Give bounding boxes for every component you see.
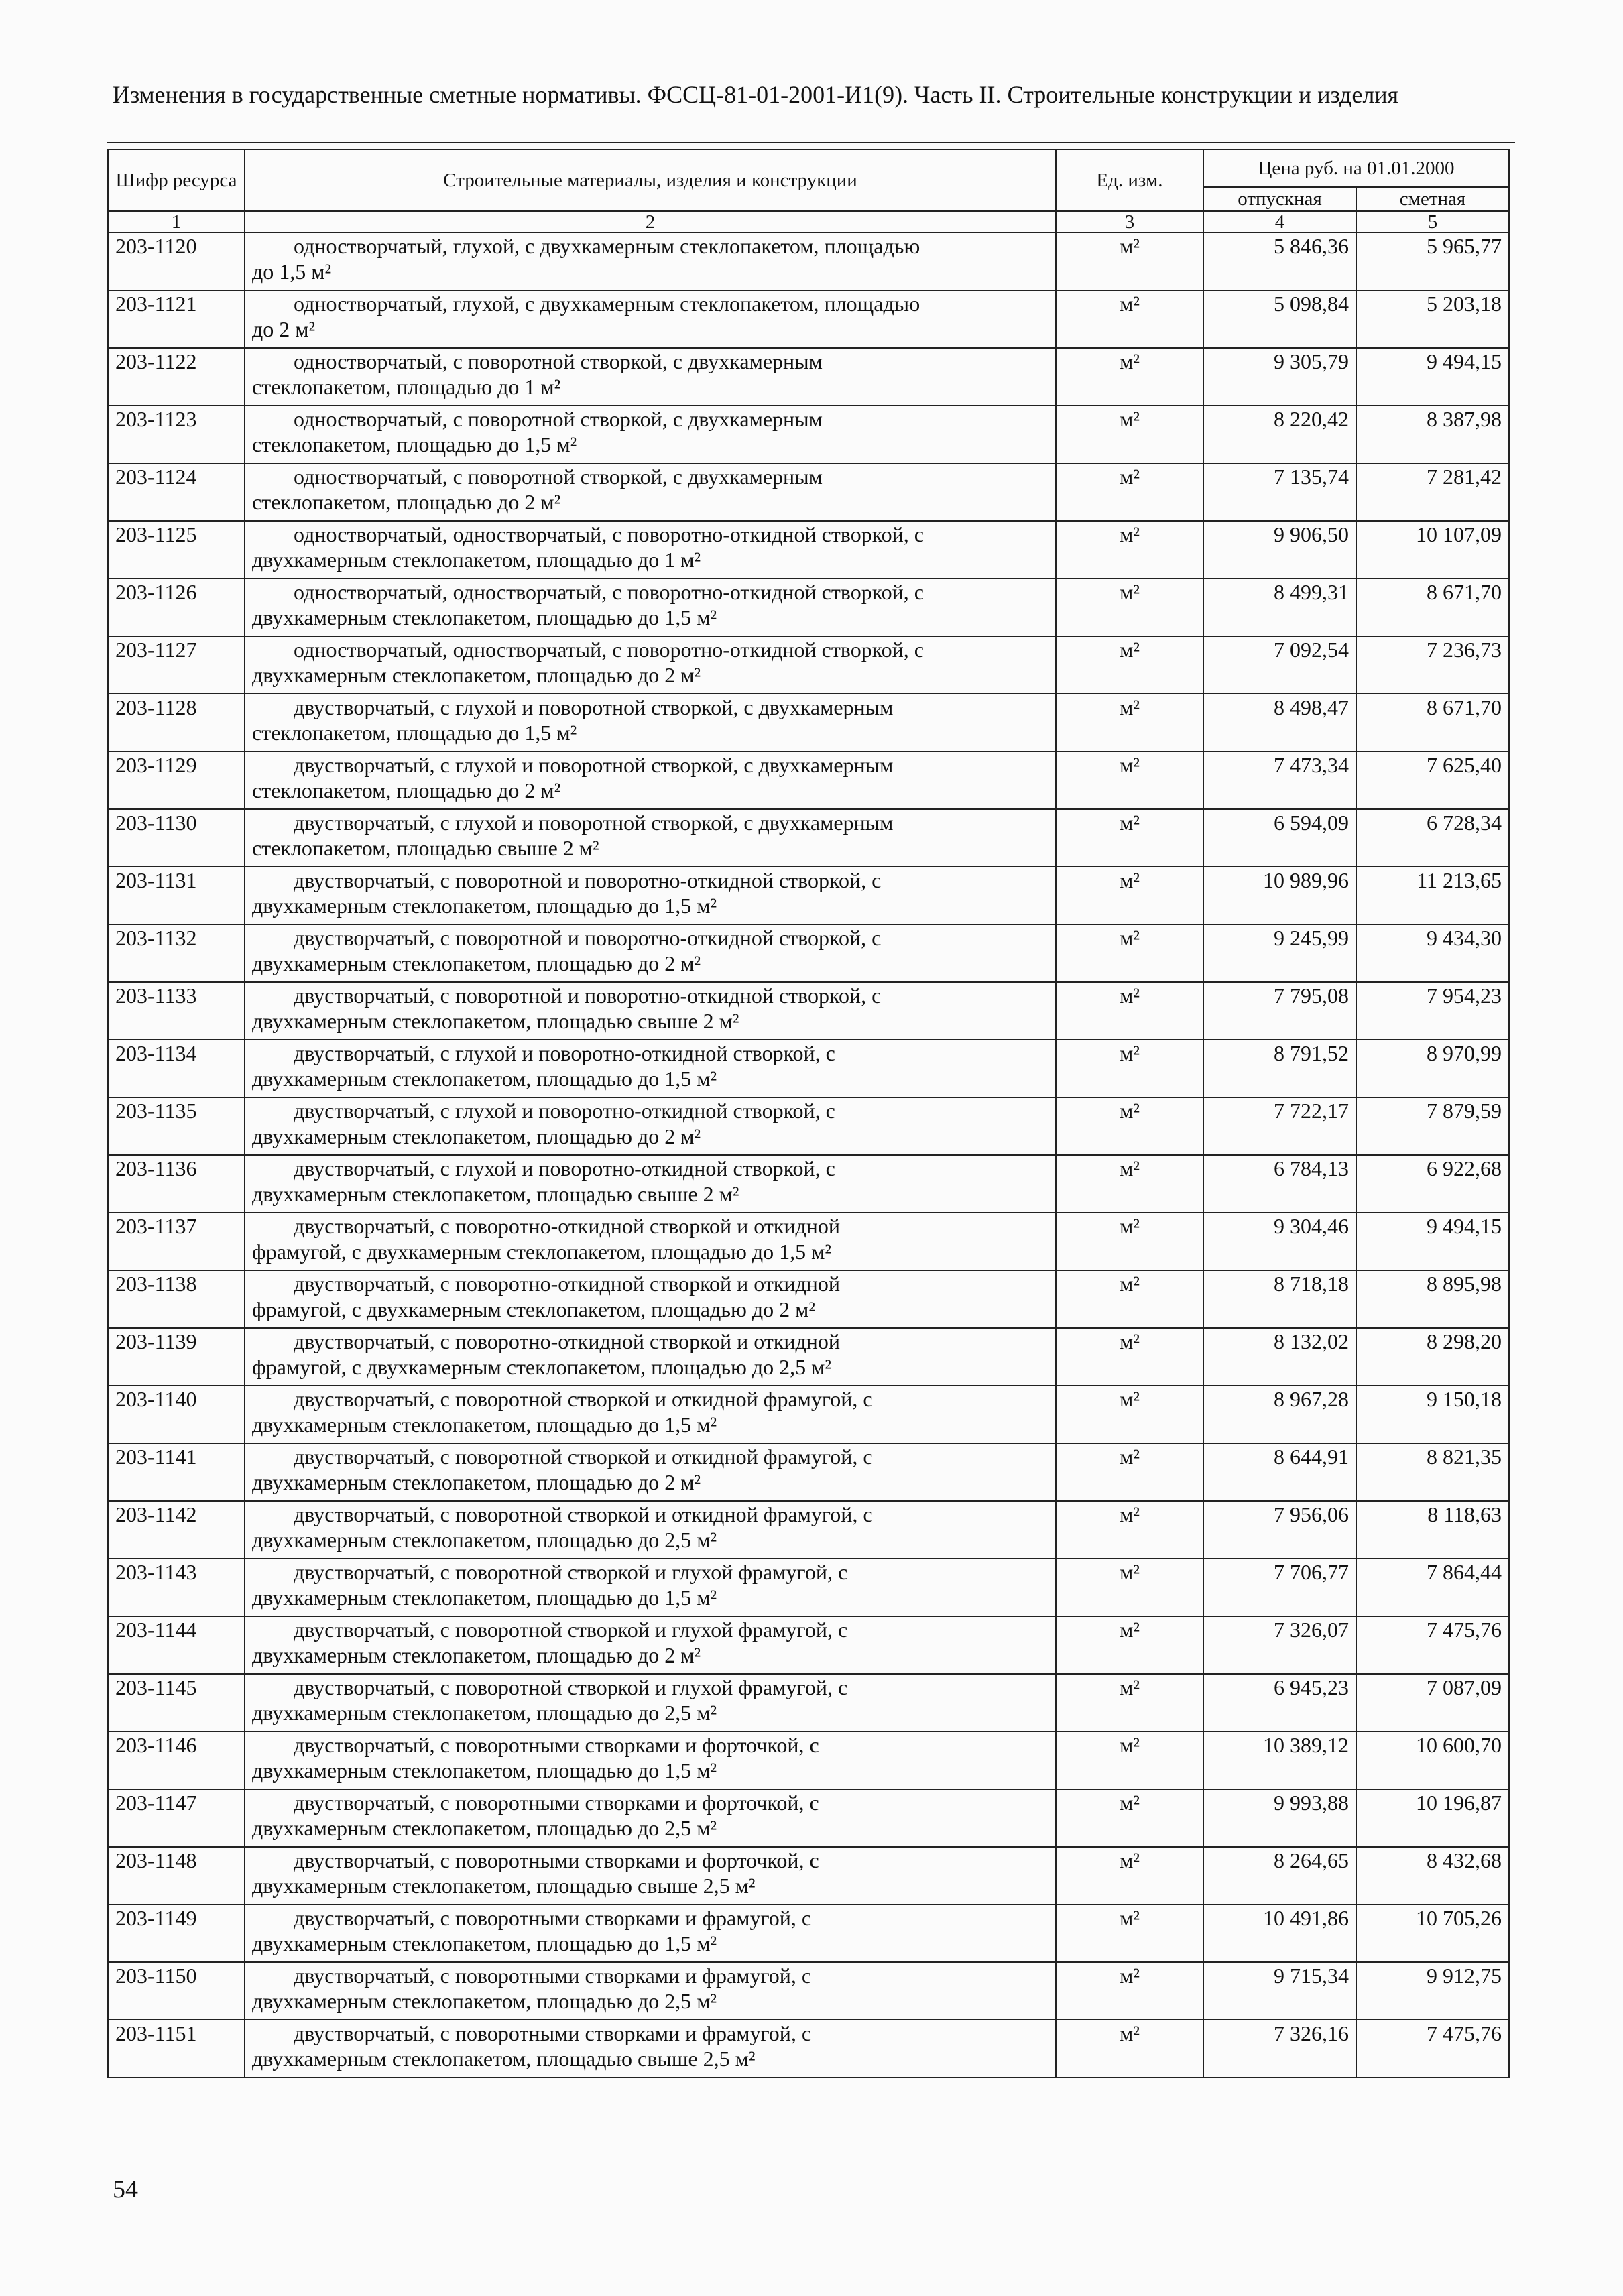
table-row — [108, 1789, 1509, 1847]
description-line-1: двустворчатый, с поворотными створками и форточкой, с — [294, 1733, 819, 1757]
unit-cell: м² — [1056, 924, 1203, 982]
description-line-1: двустворчатый, с поворотно-откидной створкой и откидной — [294, 1272, 840, 1296]
release-price-cell: 8 220,42 — [1203, 406, 1356, 463]
estimate-price-cell: 10 196,87 — [1356, 1789, 1509, 1847]
description-line-2: двухкамерным стеклопакетом, площадью свыше 2 м² — [252, 1009, 739, 1033]
table-row — [108, 809, 1509, 867]
item-description — [245, 1559, 1056, 1616]
unit-cell: м² — [1056, 233, 1203, 290]
description-line-2: двухкамерным стеклопакетом, площадью до 1,5 м² — [252, 605, 717, 629]
item-description — [245, 1386, 1056, 1443]
resource-code: 203-1147 — [108, 1789, 245, 1847]
estimate-price-cell: 8 387,98 — [1356, 406, 1509, 463]
description-line-1: двустворчатый, с поворотно-откидной створкой и откидной — [294, 1214, 840, 1238]
estimate-price-cell: 8 432,68 — [1356, 1847, 1509, 1905]
release-price-cell: 6 594,09 — [1203, 809, 1356, 867]
unit-cell: м² — [1056, 521, 1203, 579]
table-row — [108, 233, 1509, 290]
unit-cell: м² — [1056, 751, 1203, 809]
release-price-cell: 7 092,54 — [1203, 636, 1356, 694]
table-row — [108, 636, 1509, 694]
release-price-cell: 7 473,34 — [1203, 751, 1356, 809]
resource-code: 203-1143 — [108, 1559, 245, 1616]
estimate-price-cell: 9 150,18 — [1356, 1386, 1509, 1443]
estimate-price-cell: 7 087,09 — [1356, 1674, 1509, 1732]
item-description — [245, 636, 1056, 694]
release-price-cell: 8 967,28 — [1203, 1386, 1356, 1443]
item-description — [245, 924, 1056, 982]
description-line-2: двухкамерным стеклопакетом, площадью до 1,5 м² — [252, 1931, 717, 1955]
description-line-1: двустворчатый, с поворотной створкой и откидной фрамугой, с — [294, 1502, 873, 1526]
release-price-cell: 5 846,36 — [1203, 233, 1356, 290]
description-line-1: одностворчатый, с поворотной створкой, с двухкамерным — [294, 465, 823, 489]
item-description — [245, 1328, 1056, 1386]
description-line-2: двухкамерным стеклопакетом, площадью до 2 м² — [252, 663, 701, 687]
unit-cell: м² — [1056, 982, 1203, 1040]
description-line-1: двустворчатый, с поворотной створкой и глухой фрамугой, с — [294, 1675, 848, 1699]
description-line-1: двустворчатый, с поворотной и поворотно-откидной створкой, с — [294, 926, 882, 950]
description-line-1: двустворчатый, с глухой и поворотной створкой, с двухкамерным — [294, 810, 894, 835]
release-price-cell: 9 305,79 — [1203, 348, 1356, 406]
description-line-2: двухкамерным стеклопакетом, площадью до 1,5 м² — [252, 894, 717, 918]
description-line-1: одностворчатый, с поворотной створкой, с двухкамерным — [294, 407, 823, 431]
description-line-2: стеклопакетом, площадью до 2 м² — [252, 778, 561, 802]
item-description — [245, 406, 1056, 463]
description-line-1: одностворчатый, одностворчатый, с поворотно-откидной створкой, с — [294, 580, 924, 604]
unit-cell: м² — [1056, 1155, 1203, 1213]
description-line-1: одностворчатый, глухой, с двухкамерным стеклопакетом, площадью — [294, 234, 920, 258]
estimate-price-cell: 9 494,15 — [1356, 1213, 1509, 1270]
release-price-cell: 8 264,65 — [1203, 1847, 1356, 1905]
unit-cell: м² — [1056, 1097, 1203, 1155]
header-divider — [107, 142, 1515, 143]
unit-cell: м² — [1056, 1616, 1203, 1674]
release-price-cell: 7 135,74 — [1203, 463, 1356, 521]
description-line-1: двустворчатый, с глухой и поворотной створкой, с двухкамерным — [294, 753, 894, 777]
estimate-price-cell: 7 954,23 — [1356, 982, 1509, 1040]
estimate-price-cell: 10 600,70 — [1356, 1732, 1509, 1789]
estimate-price-cell: 8 821,35 — [1356, 1443, 1509, 1501]
unit-cell: м² — [1056, 290, 1203, 348]
table-row — [108, 406, 1509, 463]
table-row — [108, 982, 1509, 1040]
resource-code: 203-1145 — [108, 1674, 245, 1732]
item-description — [245, 809, 1056, 867]
unit-cell: м² — [1056, 1962, 1203, 2020]
description-line-2: двухкамерным стеклопакетом, площадью свыше 2,5 м² — [252, 2047, 756, 2071]
unit-cell: м² — [1056, 1789, 1203, 1847]
description-line-2: двухкамерным стеклопакетом, площадью до 2,5 м² — [252, 1816, 717, 1840]
price-table — [107, 149, 1510, 2078]
description-line-2: стеклопакетом, площадью до 1 м² — [252, 375, 561, 399]
release-price-cell: 7 706,77 — [1203, 1559, 1356, 1616]
item-description — [245, 751, 1056, 809]
col-header-description: Строительные материалы, изделия и конструкции — [245, 149, 1056, 211]
table-row — [108, 1328, 1509, 1386]
resource-code: 203-1128 — [108, 694, 245, 751]
release-price-cell: 9 304,46 — [1203, 1213, 1356, 1270]
table-row — [108, 1674, 1509, 1732]
table-row — [108, 1962, 1509, 2020]
estimate-price-cell: 10 705,26 — [1356, 1905, 1509, 1962]
page-number: 54 — [113, 2175, 138, 2203]
description-line-2: двухкамерным стеклопакетом, площадью до 1,5 м² — [252, 1067, 717, 1091]
col-number-3: 3 — [1056, 211, 1203, 233]
item-description — [245, 1270, 1056, 1328]
page-header-title: Изменения в государственные сметные нормативы. ФССЦ-81-01-2001-И1(9). Часть II. Строительные конструкции и изделия — [113, 81, 1399, 108]
release-price-cell: 10 989,96 — [1203, 867, 1356, 924]
table-row — [108, 579, 1509, 636]
col-header-release-price: отпускная — [1203, 187, 1356, 211]
description-line-1: двустворчатый, с поворотными створками и фрамугой, с — [294, 2021, 812, 2045]
release-price-cell: 7 722,17 — [1203, 1097, 1356, 1155]
item-description — [245, 1443, 1056, 1501]
description-line-2: стеклопакетом, площадью до 1,5 м² — [252, 432, 577, 457]
resource-code: 203-1141 — [108, 1443, 245, 1501]
estimate-price-cell: 6 922,68 — [1356, 1155, 1509, 1213]
description-line-1: двустворчатый, с поворотной створкой и глухой фрамугой, с — [294, 1618, 848, 1642]
description-line-1: одностворчатый, глухой, с двухкамерным стеклопакетом, площадью — [294, 292, 920, 316]
description-line-2: двухкамерным стеклопакетом, площадью до 1 м² — [252, 548, 701, 572]
estimate-price-cell: 8 671,70 — [1356, 579, 1509, 636]
table-row — [108, 1213, 1509, 1270]
resource-code: 203-1134 — [108, 1040, 245, 1097]
estimate-price-cell: 8 970,99 — [1356, 1040, 1509, 1097]
table-row — [108, 924, 1509, 982]
estimate-price-cell: 8 671,70 — [1356, 694, 1509, 751]
release-price-cell: 5 098,84 — [1203, 290, 1356, 348]
description-line-1: двустворчатый, с поворотной и поворотно-откидной створкой, с — [294, 983, 882, 1008]
release-price-cell: 9 993,88 — [1203, 1789, 1356, 1847]
release-price-cell: 6 784,13 — [1203, 1155, 1356, 1213]
col-number-2: 2 — [245, 211, 1056, 233]
resource-code: 203-1131 — [108, 867, 245, 924]
estimate-price-cell: 5 965,77 — [1356, 233, 1509, 290]
resource-code: 203-1150 — [108, 1962, 245, 2020]
estimate-price-cell: 11 213,65 — [1356, 867, 1509, 924]
estimate-price-cell: 9 494,15 — [1356, 348, 1509, 406]
description-line-2: стеклопакетом, площадью до 2 м² — [252, 490, 561, 514]
description-line-2: до 1,5 м² — [252, 259, 332, 284]
item-description — [245, 1905, 1056, 1962]
estimate-price-cell: 7 236,73 — [1356, 636, 1509, 694]
description-line-1: двустворчатый, с глухой и поворотно-откидной створкой, с — [294, 1156, 835, 1181]
unit-cell: м² — [1056, 1847, 1203, 1905]
resource-code: 203-1137 — [108, 1213, 245, 1270]
col-number-4: 4 — [1203, 211, 1356, 233]
item-description — [245, 1962, 1056, 2020]
col-header-price: Цена руб. на 01.01.2000 — [1203, 149, 1509, 187]
description-line-1: одностворчатый, одностворчатый, с поворотно-откидной створкой, с — [294, 522, 924, 546]
table-row — [108, 521, 1509, 579]
resource-code: 203-1135 — [108, 1097, 245, 1155]
unit-cell: м² — [1056, 348, 1203, 406]
release-price-cell: 9 906,50 — [1203, 521, 1356, 579]
description-line-2: двухкамерным стеклопакетом, площадью до 1,5 м² — [252, 1585, 717, 1610]
release-price-cell: 7 326,07 — [1203, 1616, 1356, 1674]
release-price-cell: 9 245,99 — [1203, 924, 1356, 982]
unit-cell: м² — [1056, 1559, 1203, 1616]
description-line-1: двустворчатый, с глухой и поворотно-откидной створкой, с — [294, 1041, 835, 1065]
item-description — [245, 1847, 1056, 1905]
item-description — [245, 1616, 1056, 1674]
item-description — [245, 1732, 1056, 1789]
release-price-cell: 8 499,31 — [1203, 579, 1356, 636]
item-description — [245, 463, 1056, 521]
resource-code: 203-1130 — [108, 809, 245, 867]
release-price-cell: 8 718,18 — [1203, 1270, 1356, 1328]
table-row — [108, 1386, 1509, 1443]
resource-code: 203-1122 — [108, 348, 245, 406]
unit-cell: м² — [1056, 1443, 1203, 1501]
resource-code: 203-1144 — [108, 1616, 245, 1674]
description-line-2: двухкамерным стеклопакетом, площадью до 2,5 м² — [252, 1989, 717, 2013]
unit-cell: м² — [1056, 1328, 1203, 1386]
description-line-1: одностворчатый, одностворчатый, с поворотно-откидной створкой, с — [294, 638, 924, 662]
release-price-cell: 7 956,06 — [1203, 1501, 1356, 1559]
estimate-price-cell: 8 118,63 — [1356, 1501, 1509, 1559]
description-line-1: двустворчатый, с глухой и поворотно-откидной створкой, с — [294, 1099, 835, 1123]
estimate-price-cell: 8 895,98 — [1356, 1270, 1509, 1328]
resource-code: 203-1148 — [108, 1847, 245, 1905]
resource-code: 203-1124 — [108, 463, 245, 521]
col-header-code: Шифр ресурса — [108, 149, 245, 211]
unit-cell: м² — [1056, 579, 1203, 636]
description-line-2: двухкамерным стеклопакетом, площадью до 2,5 м² — [252, 1528, 717, 1552]
table-row — [108, 463, 1509, 521]
table-row — [108, 1443, 1509, 1501]
estimate-price-cell: 7 281,42 — [1356, 463, 1509, 521]
table-row — [108, 290, 1509, 348]
resource-code: 203-1132 — [108, 924, 245, 982]
description-line-2: фрамугой, с двухкамерным стеклопакетом, площадью до 2,5 м² — [252, 1355, 831, 1379]
unit-cell: м² — [1056, 1905, 1203, 1962]
item-description — [245, 1789, 1056, 1847]
estimate-price-cell: 7 475,76 — [1356, 1616, 1509, 1674]
estimate-price-cell: 9 434,30 — [1356, 924, 1509, 982]
description-line-2: стеклопакетом, площадью до 1,5 м² — [252, 721, 577, 745]
resource-code: 203-1123 — [108, 406, 245, 463]
table-row — [108, 1732, 1509, 1789]
description-line-2: двухкамерным стеклопакетом, площадью свыше 2 м² — [252, 1182, 739, 1206]
unit-cell: м² — [1056, 636, 1203, 694]
description-line-2: фрамугой, с двухкамерным стеклопакетом, площадью до 1,5 м² — [252, 1240, 831, 1264]
release-price-cell: 8 644,91 — [1203, 1443, 1356, 1501]
description-line-2: двухкамерным стеклопакетом, площадью до 2 м² — [252, 1643, 701, 1667]
resource-code: 203-1146 — [108, 1732, 245, 1789]
description-line-2: фрамугой, с двухкамерным стеклопакетом, площадью до 2 м² — [252, 1297, 815, 1321]
estimate-price-cell: 7 475,76 — [1356, 2020, 1509, 2077]
resource-code: 203-1133 — [108, 982, 245, 1040]
item-description — [245, 2020, 1056, 2077]
description-line-2: двухкамерным стеклопакетом, площадью до 1,5 м² — [252, 1758, 717, 1783]
description-line-1: двустворчатый, с глухой и поворотной створкой, с двухкамерным — [294, 695, 894, 719]
table-row — [108, 348, 1509, 406]
description-line-2: двухкамерным стеклопакетом, площадью свыше 2,5 м² — [252, 1874, 756, 1898]
table-row — [108, 1905, 1509, 1962]
release-price-cell: 7 326,16 — [1203, 2020, 1356, 2077]
resource-code: 203-1125 — [108, 521, 245, 579]
item-description — [245, 1097, 1056, 1155]
table-row — [108, 1097, 1509, 1155]
unit-cell: м² — [1056, 1386, 1203, 1443]
resource-code: 203-1121 — [108, 290, 245, 348]
description-line-1: двустворчатый, с поворотными створками и форточкой, с — [294, 1848, 819, 1872]
unit-cell: м² — [1056, 406, 1203, 463]
estimate-price-cell: 9 912,75 — [1356, 1962, 1509, 2020]
description-line-2: до 2 м² — [252, 317, 316, 341]
item-description — [245, 233, 1056, 290]
description-line-1: двустворчатый, с поворотными створками и фрамугой, с — [294, 1906, 812, 1930]
unit-cell: м² — [1056, 1270, 1203, 1328]
unit-cell: м² — [1056, 2020, 1203, 2077]
description-line-1: двустворчатый, с поворотной створкой и откидной фрамугой, с — [294, 1445, 873, 1469]
resource-code: 203-1136 — [108, 1155, 245, 1213]
resource-code: 203-1126 — [108, 579, 245, 636]
estimate-price-cell: 8 298,20 — [1356, 1328, 1509, 1386]
resource-code: 203-1139 — [108, 1328, 245, 1386]
description-line-2: стеклопакетом, площадью свыше 2 м² — [252, 836, 599, 860]
item-description — [245, 579, 1056, 636]
item-description — [245, 290, 1056, 348]
table-row — [108, 1616, 1509, 1674]
item-description — [245, 348, 1056, 406]
resource-code: 203-1140 — [108, 1386, 245, 1443]
unit-cell: м² — [1056, 694, 1203, 751]
description-line-1: двустворчатый, с поворотной створкой и откидной фрамугой, с — [294, 1387, 873, 1411]
release-price-cell: 6 945,23 — [1203, 1674, 1356, 1732]
col-number-1: 1 — [108, 211, 245, 233]
description-line-2: двухкамерным стеклопакетом, площадью до 2,5 м² — [252, 1701, 717, 1725]
estimate-price-cell: 7 625,40 — [1356, 751, 1509, 809]
release-price-cell: 8 132,02 — [1203, 1328, 1356, 1386]
unit-cell: м² — [1056, 809, 1203, 867]
col-number-5: 5 — [1356, 211, 1509, 233]
estimate-price-cell: 7 864,44 — [1356, 1559, 1509, 1616]
resource-code: 203-1127 — [108, 636, 245, 694]
table-row — [108, 1040, 1509, 1097]
description-line-1: двустворчатый, с поворотными створками и форточкой, с — [294, 1791, 819, 1815]
table-row — [108, 1270, 1509, 1328]
item-description — [245, 1674, 1056, 1732]
resource-code: 203-1129 — [108, 751, 245, 809]
table-row — [108, 867, 1509, 924]
item-description — [245, 1501, 1056, 1559]
resource-code: 203-1138 — [108, 1270, 245, 1328]
estimate-price-cell: 10 107,09 — [1356, 521, 1509, 579]
item-description — [245, 867, 1056, 924]
description-line-2: двухкамерным стеклопакетом, площадью до 1,5 м² — [252, 1412, 717, 1437]
col-header-unit: Ед. изм. — [1056, 149, 1203, 211]
resource-code: 203-1149 — [108, 1905, 245, 1962]
description-line-1: двустворчатый, с поворотно-откидной створкой и откидной — [294, 1329, 840, 1353]
release-price-cell: 10 389,12 — [1203, 1732, 1356, 1789]
unit-cell: м² — [1056, 1732, 1203, 1789]
resource-code: 203-1151 — [108, 2020, 245, 2077]
table-row — [108, 1559, 1509, 1616]
col-header-estimate-price: сметная — [1356, 187, 1509, 211]
description-line-2: двухкамерным стеклопакетом, площадью до 2 м² — [252, 951, 701, 975]
description-line-1: двустворчатый, с поворотной створкой и глухой фрамугой, с — [294, 1560, 848, 1584]
resource-code: 203-1142 — [108, 1501, 245, 1559]
unit-cell: м² — [1056, 867, 1203, 924]
item-description — [245, 982, 1056, 1040]
table-row — [108, 1501, 1509, 1559]
release-price-cell: 8 791,52 — [1203, 1040, 1356, 1097]
release-price-cell: 9 715,34 — [1203, 1962, 1356, 2020]
description-line-2: двухкамерным стеклопакетом, площадью до 2 м² — [252, 1470, 701, 1494]
item-description — [245, 1040, 1056, 1097]
table-row — [108, 1155, 1509, 1213]
estimate-price-cell: 7 879,59 — [1356, 1097, 1509, 1155]
unit-cell: м² — [1056, 1674, 1203, 1732]
description-line-1: двустворчатый, с поворотной и поворотно-откидной створкой, с — [294, 868, 882, 892]
estimate-price-cell: 5 203,18 — [1356, 290, 1509, 348]
item-description — [245, 1213, 1056, 1270]
release-price-cell: 10 491,86 — [1203, 1905, 1356, 1962]
description-line-1: одностворчатый, с поворотной створкой, с двухкамерным — [294, 349, 823, 373]
estimate-price-cell: 6 728,34 — [1356, 809, 1509, 867]
unit-cell: м² — [1056, 463, 1203, 521]
table-row — [108, 751, 1509, 809]
resource-code: 203-1120 — [108, 233, 245, 290]
release-price-cell: 7 795,08 — [1203, 982, 1356, 1040]
item-description — [245, 1155, 1056, 1213]
item-description — [245, 694, 1056, 751]
table-row — [108, 694, 1509, 751]
unit-cell: м² — [1056, 1501, 1203, 1559]
description-line-1: двустворчатый, с поворотными створками и фрамугой, с — [294, 1963, 812, 1988]
description-line-2: двухкамерным стеклопакетом, площадью до 2 м² — [252, 1124, 701, 1148]
unit-cell: м² — [1056, 1040, 1203, 1097]
table-row — [108, 2020, 1509, 2077]
item-description — [245, 521, 1056, 579]
table-row — [108, 1847, 1509, 1905]
release-price-cell: 8 498,47 — [1203, 694, 1356, 751]
unit-cell: м² — [1056, 1213, 1203, 1270]
